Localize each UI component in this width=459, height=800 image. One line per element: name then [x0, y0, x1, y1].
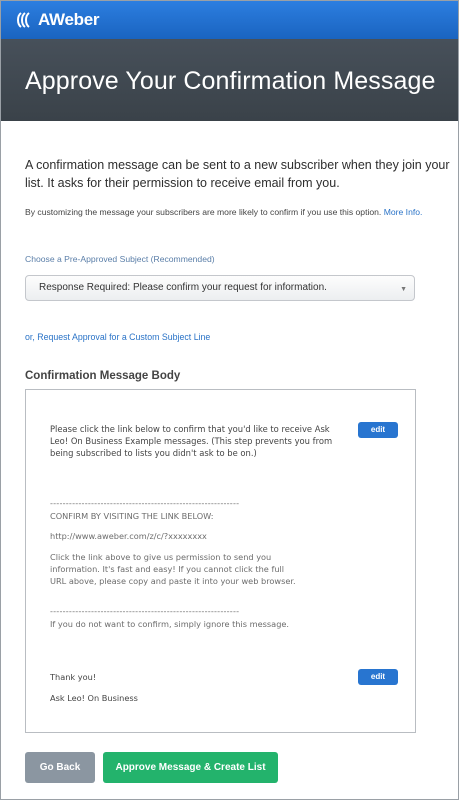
page-title: Approve Your Confirmation Message [25, 67, 436, 95]
app-name: AWeber [38, 10, 100, 29]
customize-note-text: By customizing the message your subscribers are more likely to confirm if you use this option. [25, 207, 382, 217]
thanks-text: Thank you! [50, 672, 97, 682]
confirm-heading: CONFIRM BY VISITING THE LINK BELOW: [50, 511, 214, 521]
separator-bottom: ------------------------------------------------------------ [50, 606, 240, 616]
separator-top: ------------------------------------------------------------ [50, 498, 240, 508]
aweber-logo[interactable] [15, 10, 99, 30]
message-intro-paragraph: Please click the link below to confirm that you'd like to receive Ask Leo! On Business Example messages. (This step prevents you from being subscribed to lists you didn't ask to be on.) [50, 424, 333, 458]
more-info-link[interactable]: More Info. [383, 207, 423, 217]
chevron-down-icon: ▼ [400, 286, 407, 293]
message-body-heading: Confirmation Message Body [25, 370, 181, 382]
intro-text: A confirmation message can be sent to a new subscriber when they join your list. It asks for their permission to receive email from you. [25, 158, 450, 190]
edit-intro-button[interactable]: edit [358, 422, 398, 438]
confirm-url: http://www.aweber.com/z/c/?xxxxxxxx [50, 531, 207, 541]
edit-signature-button[interactable]: edit [358, 669, 398, 685]
customize-note [25, 207, 450, 217]
link-help-text: Click the link above to give us permission to send you information. It's fast and easy! If you cannot click the full URL above, please copy and paste it into your web browser. [50, 552, 296, 586]
top-nav-bar [1, 1, 458, 39]
custom-subject-link[interactable]: or, Request Approval for a Custom Subject Line [25, 332, 211, 342]
subject-select-value: Response Required: Please confirm your request for information. [39, 282, 327, 293]
message-body-preview [25, 389, 416, 733]
title-bar [1, 39, 458, 121]
go-back-button[interactable]: Go Back [25, 752, 95, 783]
subject-select[interactable] [25, 275, 415, 301]
approve-create-list-button[interactable]: Approve Message & Create List [103, 752, 278, 783]
subject-label: Choose a Pre-Approved Subject (Recommended) [25, 254, 215, 264]
aweber-logo-icon [15, 10, 35, 30]
signature-text: Ask Leo! On Business [50, 693, 138, 703]
ignore-text: If you do not want to confirm, simply ignore this message. [50, 619, 290, 629]
